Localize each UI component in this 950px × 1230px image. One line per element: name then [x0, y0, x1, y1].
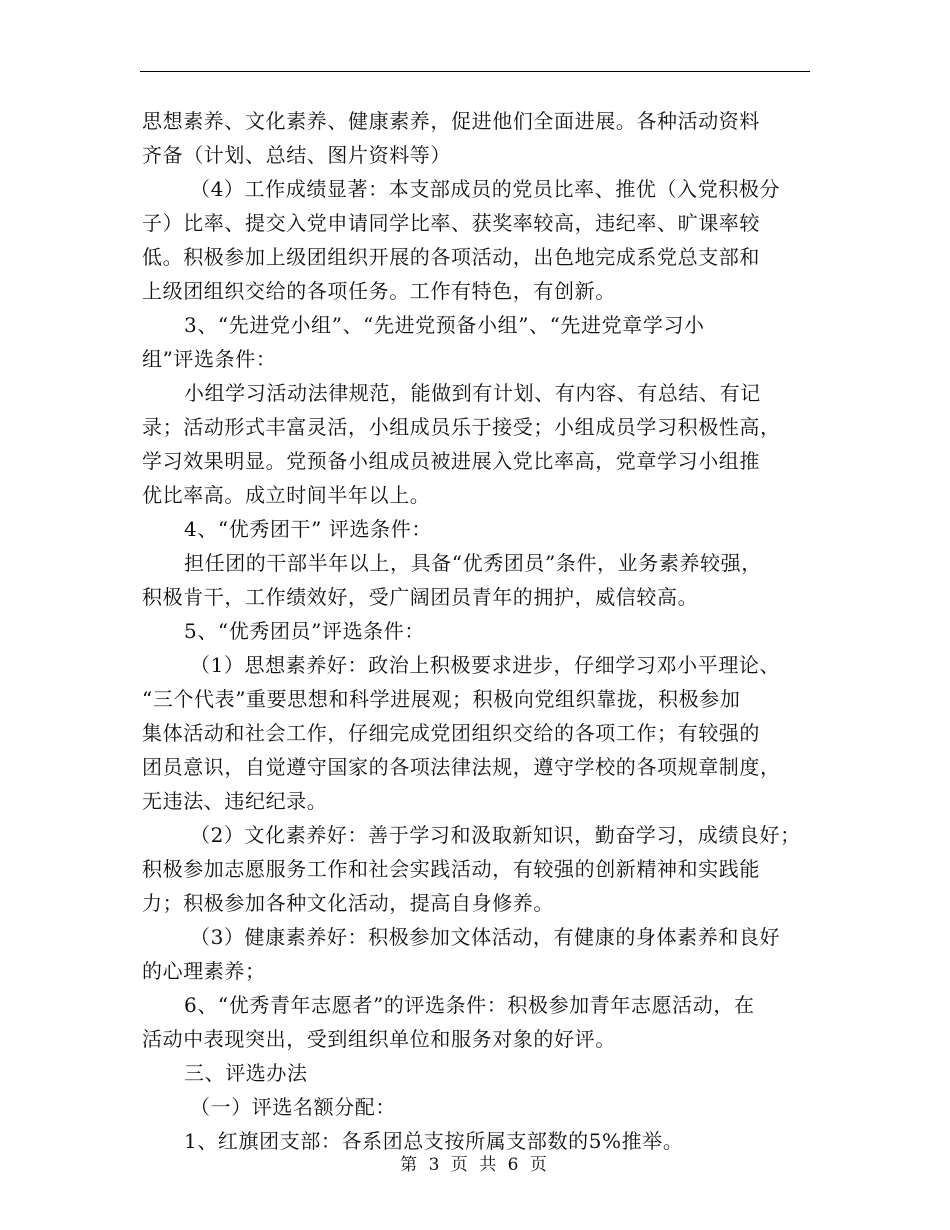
text-line: 子）比率、提交入党申请同学比率、获奖率较高，违纪率、旷课率较 [142, 211, 760, 235]
section-heading: 3、“先进党小组”、“先进党预备小组”、“先进党章学习小 [184, 313, 705, 337]
text-line: 担任团的干部半年以上，具备“优秀团员”条件，业务素养较强， [184, 551, 762, 575]
section-heading: 4、“优秀团干” 评选条件： [184, 517, 432, 541]
text-line: 思想素养、文化素养、健康素养，促进他们全面进展。各种活动资料 [142, 109, 760, 133]
text-line: 积极肯干，工作绩效好，受广阔团员青年的拥护，威信较高。 [142, 585, 699, 609]
text-line: （3）健康素养好：积极参加文体活动，有健康的身体素养和良好 [190, 925, 781, 949]
header-rule [140, 71, 810, 72]
text-line: （2）文化素养好：善于学习和汲取新知识，勤奋学习，成绩良好； [190, 823, 801, 847]
text-line: 学习效果明显。党预备小组成员被进展入党比率高，党章学习小组推 [142, 449, 760, 473]
text-line: “三个代表”重要思想和科学进展观；积极向党组织靠拢，积极参加 [142, 687, 741, 711]
text-line: 上级团组织交给的各项任务。工作有特色，有创新。 [142, 279, 616, 303]
text-line: （1）思想素养好：政治上积极要求进步，仔细学习邓小平理论、 [190, 653, 781, 677]
text-line: 小组学习活动法律规范，能做到有计划、有内容、有总结、有记 [184, 381, 761, 405]
document-body [142, 104, 812, 1158]
section-heading: 6、“优秀青年志愿者”的评选条件：积极参加青年志愿活动，在 [184, 993, 755, 1017]
text-line: 录；活动形式丰富灵活，小组成员乐于接受；小组成员学习积极性高， [142, 415, 781, 439]
subsection-heading: （一）评选名额分配： [190, 1095, 396, 1119]
text-line: 无违法、违纪纪录。 [142, 789, 328, 813]
text-line: 1、红旗团支部：各系团总支按所属支部数的5%推举。 [184, 1129, 684, 1153]
text-line: 集体活动和社会工作，仔细完成党团组织交给的各项工作；有较强的 [142, 721, 760, 745]
text-line: 力；积极参加各种文化活动，提高自身修养。 [142, 891, 554, 915]
text-line: 的心理素养； [142, 959, 266, 983]
section-heading: 5、“优秀团员”评选条件： [184, 619, 425, 643]
text-line: 团员意识，自觉遵守国家的各项法律法规，遵守学校的各项规章制度， [142, 755, 781, 779]
text-line: 低。积极参加上级团组织开展的各项活动，出色地完成系党总支部和 [142, 245, 760, 269]
section-heading: 三、评选办法 [184, 1061, 308, 1085]
text-line: 组”评选条件： [142, 347, 277, 371]
text-line: 优比率高。成立时间半年以上。 [142, 483, 431, 507]
text-line: 齐备（计划、总结、图片资料等） [142, 143, 451, 167]
page-number-footer: 第 3 页 共 6 页 [400, 1155, 550, 1175]
text-line: 活动中表现突出，受到组织单位和服务对象的好评。 [142, 1027, 616, 1051]
text-line: （4）工作成绩显著：本支部成员的党员比率、推优（入党积极分 [190, 177, 781, 201]
text-line: 积极参加志愿服务工作和社会实践活动，有较强的创新精神和实践能 [142, 857, 760, 881]
